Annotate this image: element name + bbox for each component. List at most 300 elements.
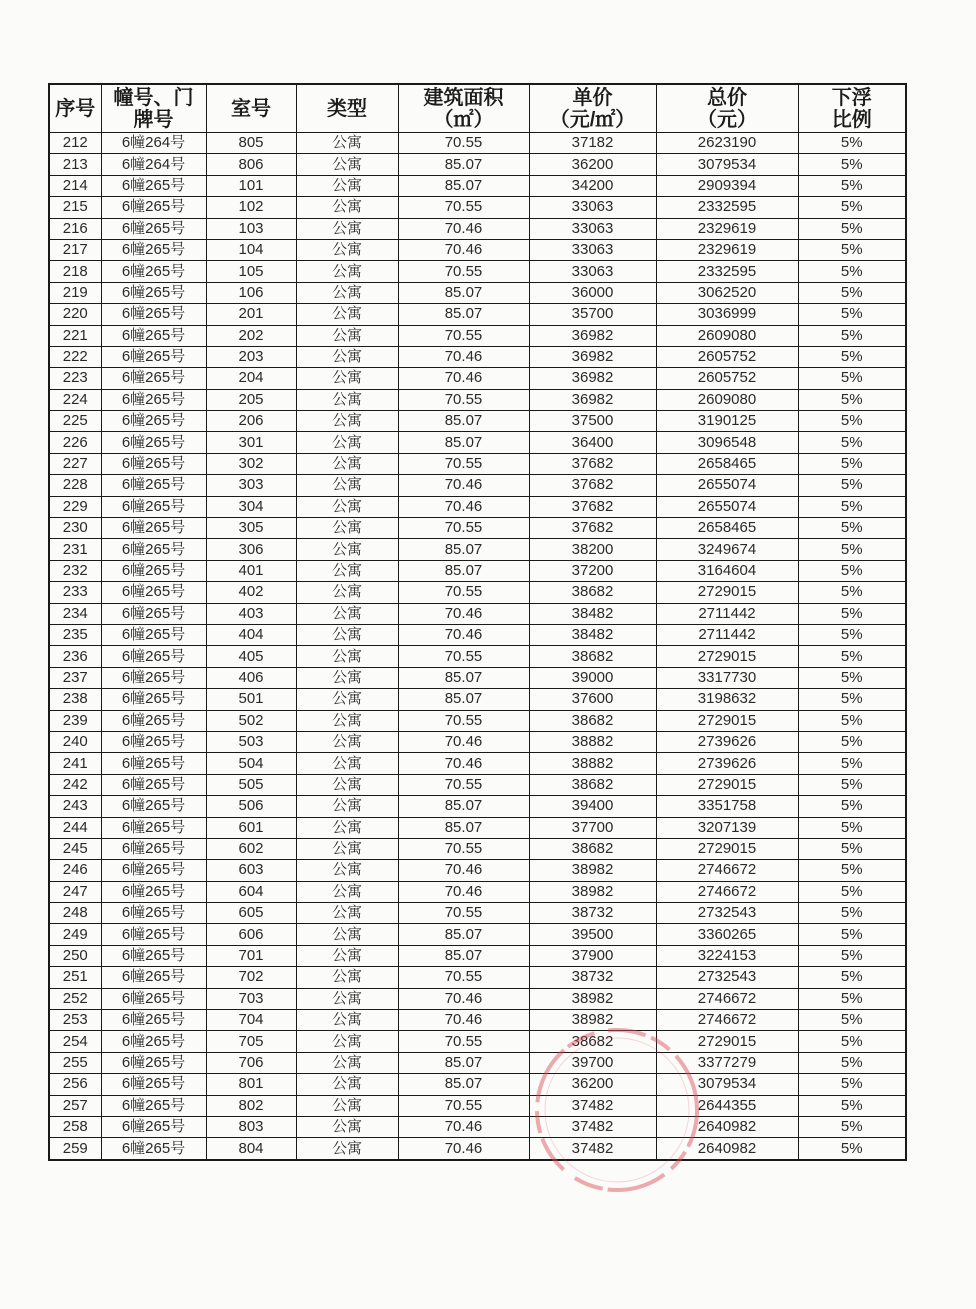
- type-cell: 公寓: [296, 1010, 398, 1031]
- total-price-cell: 3079534: [656, 1074, 798, 1095]
- total-price-cell: 3198632: [656, 689, 798, 710]
- area-cell: 70.55: [398, 453, 529, 474]
- discount-ratio-cell: 5%: [798, 261, 906, 282]
- total-price-cell: 3224153: [656, 945, 798, 966]
- header-area: [398, 84, 529, 133]
- serial-number-cell: 237: [49, 667, 101, 688]
- building-unit-cell: 6幢265号: [101, 945, 206, 966]
- room-number-cell: 104: [206, 239, 296, 260]
- table-row: [49, 1052, 906, 1073]
- total-price-cell: 2732543: [656, 967, 798, 988]
- discount-ratio-cell: 5%: [798, 774, 906, 795]
- unit-price-cell: 36982: [529, 389, 656, 410]
- serial-number-cell: 254: [49, 1031, 101, 1052]
- building-unit-cell: 6幢265号: [101, 389, 206, 410]
- type-cell: 公寓: [296, 838, 398, 859]
- serial-number-cell: 251: [49, 967, 101, 988]
- serial-number-cell: 245: [49, 838, 101, 859]
- serial-number-cell: 234: [49, 603, 101, 624]
- discount-ratio-cell: 5%: [798, 1138, 906, 1160]
- type-cell: 公寓: [296, 860, 398, 881]
- type-cell: 公寓: [296, 389, 398, 410]
- serial-number-cell: 231: [49, 539, 101, 560]
- type-cell: 公寓: [296, 1116, 398, 1137]
- table-row: [49, 304, 906, 325]
- table-row: [49, 1031, 906, 1052]
- total-price-cell: 2658465: [656, 518, 798, 539]
- room-number-cell: 402: [206, 582, 296, 603]
- total-price-cell: 2640982: [656, 1138, 798, 1160]
- table-row: [49, 753, 906, 774]
- type-cell: 公寓: [296, 1031, 398, 1052]
- room-number-cell: 103: [206, 218, 296, 239]
- header-type: [296, 84, 398, 133]
- building-unit-cell: 6幢265号: [101, 774, 206, 795]
- discount-ratio-cell: 5%: [798, 1116, 906, 1137]
- building-unit-cell: 6幢265号: [101, 753, 206, 774]
- table-row: [49, 1010, 906, 1031]
- type-cell: 公寓: [296, 731, 398, 752]
- type-cell: 公寓: [296, 346, 398, 367]
- header-line: 牌号: [133, 108, 174, 131]
- unit-price-cell: 36982: [529, 368, 656, 389]
- table-row: [49, 496, 906, 517]
- area-cell: 70.46: [398, 881, 529, 902]
- table-row: [49, 796, 906, 817]
- discount-ratio-cell: 5%: [798, 389, 906, 410]
- type-cell: 公寓: [296, 603, 398, 624]
- serial-number-cell: 242: [49, 774, 101, 795]
- unit-price-cell: 37482: [529, 1095, 656, 1116]
- discount-ratio-cell: 5%: [798, 1095, 906, 1116]
- discount-ratio-cell: 5%: [798, 1031, 906, 1052]
- serial-number-cell: 246: [49, 860, 101, 881]
- building-unit-cell: 6幢265号: [101, 411, 206, 432]
- unit-price-cell: 38482: [529, 603, 656, 624]
- building-unit-cell: 6幢265号: [101, 218, 206, 239]
- discount-ratio-cell: 5%: [798, 197, 906, 218]
- table-row: [49, 774, 906, 795]
- room-number-cell: 605: [206, 903, 296, 924]
- building-unit-cell: 6幢265号: [101, 368, 206, 389]
- total-price-cell: 3207139: [656, 817, 798, 838]
- table-row: [49, 133, 906, 154]
- serial-number-cell: 244: [49, 817, 101, 838]
- area-cell: 70.46: [398, 475, 529, 496]
- header-line: 序号: [55, 97, 96, 120]
- table-row: [49, 731, 906, 752]
- discount-ratio-cell: 5%: [798, 1052, 906, 1073]
- area-cell: 70.55: [398, 582, 529, 603]
- table-row: [49, 560, 906, 581]
- table-row: [49, 389, 906, 410]
- discount-ratio-cell: 5%: [798, 1074, 906, 1095]
- area-cell: 70.46: [398, 346, 529, 367]
- table-row: [49, 988, 906, 1009]
- unit-price-cell: 38982: [529, 988, 656, 1009]
- discount-ratio-cell: 5%: [798, 988, 906, 1009]
- type-cell: 公寓: [296, 774, 398, 795]
- header-line: 建筑面积: [423, 86, 504, 109]
- discount-ratio-cell: 5%: [798, 731, 906, 752]
- table-row: [49, 881, 906, 902]
- total-price-cell: 2746672: [656, 860, 798, 881]
- type-cell: 公寓: [296, 710, 398, 731]
- unit-price-cell: 39400: [529, 796, 656, 817]
- unit-price-cell: 39500: [529, 924, 656, 945]
- unit-price-cell: 38682: [529, 710, 656, 731]
- discount-ratio-cell: 5%: [798, 582, 906, 603]
- total-price-cell: 2729015: [656, 838, 798, 859]
- table-row: [49, 1116, 906, 1137]
- unit-price-cell: 33063: [529, 218, 656, 239]
- unit-price-cell: 36400: [529, 432, 656, 453]
- serial-number-cell: 223: [49, 368, 101, 389]
- discount-ratio-cell: 5%: [798, 667, 906, 688]
- building-unit-cell: 6幢265号: [101, 624, 206, 645]
- table-row: [49, 154, 906, 175]
- area-cell: 70.55: [398, 197, 529, 218]
- discount-ratio-cell: 5%: [798, 325, 906, 346]
- building-unit-cell: 6幢265号: [101, 518, 206, 539]
- serial-number-cell: 233: [49, 582, 101, 603]
- header-line: 下浮: [831, 86, 872, 109]
- building-unit-cell: 6幢265号: [101, 881, 206, 902]
- room-number-cell: 401: [206, 560, 296, 581]
- discount-ratio-cell: 5%: [798, 432, 906, 453]
- area-cell: 70.46: [398, 988, 529, 1009]
- type-cell: 公寓: [296, 475, 398, 496]
- type-cell: 公寓: [296, 945, 398, 966]
- room-number-cell: 304: [206, 496, 296, 517]
- unit-price-cell: 38682: [529, 646, 656, 667]
- unit-price-cell: 38882: [529, 753, 656, 774]
- serial-number-cell: 226: [49, 432, 101, 453]
- total-price-cell: 3096548: [656, 432, 798, 453]
- type-cell: 公寓: [296, 197, 398, 218]
- building-unit-cell: 6幢265号: [101, 689, 206, 710]
- serial-number-cell: 230: [49, 518, 101, 539]
- table-row: [49, 903, 906, 924]
- total-price-cell: 3351758: [656, 796, 798, 817]
- discount-ratio-cell: 5%: [798, 475, 906, 496]
- area-cell: 85.07: [398, 282, 529, 303]
- area-cell: 70.55: [398, 774, 529, 795]
- unit-price-cell: 37482: [529, 1138, 656, 1160]
- room-number-cell: 406: [206, 667, 296, 688]
- type-cell: 公寓: [296, 1074, 398, 1095]
- table-row: [49, 175, 906, 196]
- discount-ratio-cell: 5%: [798, 368, 906, 389]
- building-unit-cell: 6幢265号: [101, 1031, 206, 1052]
- room-number-cell: 503: [206, 731, 296, 752]
- type-cell: 公寓: [296, 175, 398, 196]
- serial-number-cell: 229: [49, 496, 101, 517]
- serial-number-cell: 243: [49, 796, 101, 817]
- room-number-cell: 501: [206, 689, 296, 710]
- room-number-cell: 102: [206, 197, 296, 218]
- area-cell: 70.55: [398, 133, 529, 154]
- building-unit-cell: 6幢265号: [101, 539, 206, 560]
- discount-ratio-cell: 5%: [798, 282, 906, 303]
- unit-price-cell: 36200: [529, 1074, 656, 1095]
- area-cell: 85.07: [398, 1052, 529, 1073]
- discount-ratio-cell: 5%: [798, 496, 906, 517]
- header-line: （㎡）: [433, 108, 494, 131]
- room-number-cell: 305: [206, 518, 296, 539]
- total-price-cell: 2655074: [656, 496, 798, 517]
- room-number-cell: 703: [206, 988, 296, 1009]
- room-number-cell: 404: [206, 624, 296, 645]
- total-price-cell: 2711442: [656, 603, 798, 624]
- discount-ratio-cell: 5%: [798, 175, 906, 196]
- area-cell: 70.46: [398, 753, 529, 774]
- header-row: [49, 84, 906, 133]
- room-number-cell: 303: [206, 475, 296, 496]
- total-price-cell: 2729015: [656, 1031, 798, 1052]
- building-unit-cell: 6幢265号: [101, 1138, 206, 1160]
- building-unit-cell: 6幢265号: [101, 582, 206, 603]
- header-room-number: [206, 84, 296, 133]
- discount-ratio-cell: 5%: [798, 218, 906, 239]
- type-cell: 公寓: [296, 282, 398, 303]
- room-number-cell: 302: [206, 453, 296, 474]
- building-unit-cell: 6幢265号: [101, 261, 206, 282]
- type-cell: 公寓: [296, 539, 398, 560]
- unit-price-cell: 37500: [529, 411, 656, 432]
- room-number-cell: 301: [206, 432, 296, 453]
- discount-ratio-cell: 5%: [798, 603, 906, 624]
- unit-price-cell: 36982: [529, 346, 656, 367]
- total-price-cell: 2729015: [656, 774, 798, 795]
- table-row: [49, 817, 906, 838]
- serial-number-cell: 236: [49, 646, 101, 667]
- discount-ratio-cell: 5%: [798, 304, 906, 325]
- area-cell: 70.46: [398, 731, 529, 752]
- total-price-cell: 2746672: [656, 988, 798, 1009]
- serial-number-cell: 216: [49, 218, 101, 239]
- building-unit-cell: 6幢265号: [101, 1010, 206, 1031]
- unit-price-cell: 38682: [529, 1031, 656, 1052]
- building-unit-cell: 6幢265号: [101, 967, 206, 988]
- header-line: （元）: [697, 108, 757, 131]
- discount-ratio-cell: 5%: [798, 945, 906, 966]
- room-number-cell: 701: [206, 945, 296, 966]
- type-cell: 公寓: [296, 924, 398, 945]
- serial-number-cell: 215: [49, 197, 101, 218]
- type-cell: 公寓: [296, 988, 398, 1009]
- serial-number-cell: 253: [49, 1010, 101, 1031]
- table-row: [49, 411, 906, 432]
- area-cell: 85.07: [398, 411, 529, 432]
- building-unit-cell: 6幢265号: [101, 710, 206, 731]
- total-price-cell: 2605752: [656, 346, 798, 367]
- unit-price-cell: 37682: [529, 475, 656, 496]
- total-price-cell: 2640982: [656, 1116, 798, 1137]
- table-row: [49, 1138, 906, 1160]
- discount-ratio-cell: 5%: [798, 860, 906, 881]
- discount-ratio-cell: 5%: [798, 967, 906, 988]
- area-cell: 85.07: [398, 560, 529, 581]
- total-price-cell: 2739626: [656, 731, 798, 752]
- price-table: [48, 83, 907, 1161]
- room-number-cell: 201: [206, 304, 296, 325]
- table-row: [49, 325, 906, 346]
- table-row: [49, 603, 906, 624]
- area-cell: 85.07: [398, 924, 529, 945]
- discount-ratio-cell: 5%: [798, 346, 906, 367]
- total-price-cell: 2609080: [656, 389, 798, 410]
- serial-number-cell: 250: [49, 945, 101, 966]
- room-number-cell: 602: [206, 838, 296, 859]
- discount-ratio-cell: 5%: [798, 560, 906, 581]
- header-serial-number: [49, 84, 101, 133]
- unit-price-cell: 37900: [529, 945, 656, 966]
- total-price-cell: 2729015: [656, 646, 798, 667]
- type-cell: 公寓: [296, 133, 398, 154]
- table-row: [49, 197, 906, 218]
- total-price-cell: 2605752: [656, 368, 798, 389]
- area-cell: 70.55: [398, 325, 529, 346]
- table-row: [49, 582, 906, 603]
- area-cell: 70.55: [398, 838, 529, 859]
- serial-number-cell: 247: [49, 881, 101, 902]
- total-price-cell: 2729015: [656, 710, 798, 731]
- unit-price-cell: 37682: [529, 453, 656, 474]
- area-cell: 70.46: [398, 1010, 529, 1031]
- area-cell: 70.55: [398, 1031, 529, 1052]
- area-cell: 70.46: [398, 624, 529, 645]
- building-unit-cell: 6幢265号: [101, 731, 206, 752]
- room-number-cell: 403: [206, 603, 296, 624]
- area-cell: 85.07: [398, 304, 529, 325]
- total-price-cell: 3164604: [656, 560, 798, 581]
- table-row: [49, 945, 906, 966]
- table-row: [49, 967, 906, 988]
- total-price-cell: 3317730: [656, 667, 798, 688]
- type-cell: 公寓: [296, 624, 398, 645]
- building-unit-cell: 6幢265号: [101, 197, 206, 218]
- discount-ratio-cell: 5%: [798, 881, 906, 902]
- type-cell: 公寓: [296, 518, 398, 539]
- room-number-cell: 105: [206, 261, 296, 282]
- discount-ratio-cell: 5%: [798, 154, 906, 175]
- type-cell: 公寓: [296, 1138, 398, 1160]
- serial-number-cell: 227: [49, 453, 101, 474]
- table-row: [49, 453, 906, 474]
- header-total-price: [656, 84, 798, 133]
- type-cell: 公寓: [296, 325, 398, 346]
- table-row: [49, 860, 906, 881]
- area-cell: 85.07: [398, 1074, 529, 1095]
- serial-number-cell: 213: [49, 154, 101, 175]
- type-cell: 公寓: [296, 967, 398, 988]
- unit-price-cell: 33063: [529, 239, 656, 260]
- area-cell: 70.55: [398, 261, 529, 282]
- table-row: [49, 1095, 906, 1116]
- table-row: [49, 689, 906, 710]
- type-cell: 公寓: [296, 411, 398, 432]
- room-number-cell: 206: [206, 411, 296, 432]
- type-cell: 公寓: [296, 304, 398, 325]
- unit-price-cell: 37482: [529, 1116, 656, 1137]
- total-price-cell: 2655074: [656, 475, 798, 496]
- type-cell: 公寓: [296, 796, 398, 817]
- area-cell: 70.46: [398, 239, 529, 260]
- serial-number-cell: 241: [49, 753, 101, 774]
- area-cell: 70.46: [398, 860, 529, 881]
- serial-number-cell: 257: [49, 1095, 101, 1116]
- room-number-cell: 601: [206, 817, 296, 838]
- room-number-cell: 806: [206, 154, 296, 175]
- table-row: [49, 710, 906, 731]
- serial-number-cell: 248: [49, 903, 101, 924]
- area-cell: 85.07: [398, 175, 529, 196]
- serial-number-cell: 221: [49, 325, 101, 346]
- building-unit-cell: 6幢265号: [101, 667, 206, 688]
- discount-ratio-cell: 5%: [798, 239, 906, 260]
- area-cell: 85.07: [398, 667, 529, 688]
- building-unit-cell: 6幢265号: [101, 346, 206, 367]
- serial-number-cell: 252: [49, 988, 101, 1009]
- room-number-cell: 706: [206, 1052, 296, 1073]
- area-cell: 70.46: [398, 496, 529, 517]
- area-cell: 70.46: [398, 1138, 529, 1160]
- area-cell: 85.07: [398, 945, 529, 966]
- room-number-cell: 204: [206, 368, 296, 389]
- building-unit-cell: 6幢265号: [101, 1095, 206, 1116]
- type-cell: 公寓: [296, 753, 398, 774]
- total-price-cell: 2644355: [656, 1095, 798, 1116]
- room-number-cell: 205: [206, 389, 296, 410]
- unit-price-cell: 38682: [529, 582, 656, 603]
- serial-number-cell: 255: [49, 1052, 101, 1073]
- unit-price-cell: 37682: [529, 496, 656, 517]
- area-cell: 85.07: [398, 539, 529, 560]
- table-row: [49, 646, 906, 667]
- building-unit-cell: 6幢265号: [101, 239, 206, 260]
- discount-ratio-cell: 5%: [798, 924, 906, 945]
- serial-number-cell: 224: [49, 389, 101, 410]
- serial-number-cell: 222: [49, 346, 101, 367]
- unit-price-cell: 38882: [529, 731, 656, 752]
- unit-price-cell: 38682: [529, 838, 656, 859]
- room-number-cell: 603: [206, 860, 296, 881]
- type-cell: 公寓: [296, 582, 398, 603]
- discount-ratio-cell: 5%: [798, 796, 906, 817]
- table-body: [49, 133, 906, 1160]
- building-unit-cell: 6幢265号: [101, 646, 206, 667]
- serial-number-cell: 259: [49, 1138, 101, 1160]
- header-line: 单价: [572, 86, 613, 109]
- discount-ratio-cell: 5%: [798, 817, 906, 838]
- type-cell: 公寓: [296, 560, 398, 581]
- total-price-cell: 3036999: [656, 304, 798, 325]
- area-cell: 85.07: [398, 817, 529, 838]
- type-cell: 公寓: [296, 646, 398, 667]
- table-row: [49, 346, 906, 367]
- price-list-sheet: [48, 83, 905, 1161]
- room-number-cell: 101: [206, 175, 296, 196]
- area-cell: 70.55: [398, 1095, 529, 1116]
- room-number-cell: 502: [206, 710, 296, 731]
- header-line: 比例: [831, 108, 872, 131]
- type-cell: 公寓: [296, 903, 398, 924]
- building-unit-cell: 6幢265号: [101, 860, 206, 881]
- type-cell: 公寓: [296, 261, 398, 282]
- table-row: [49, 239, 906, 260]
- type-cell: 公寓: [296, 432, 398, 453]
